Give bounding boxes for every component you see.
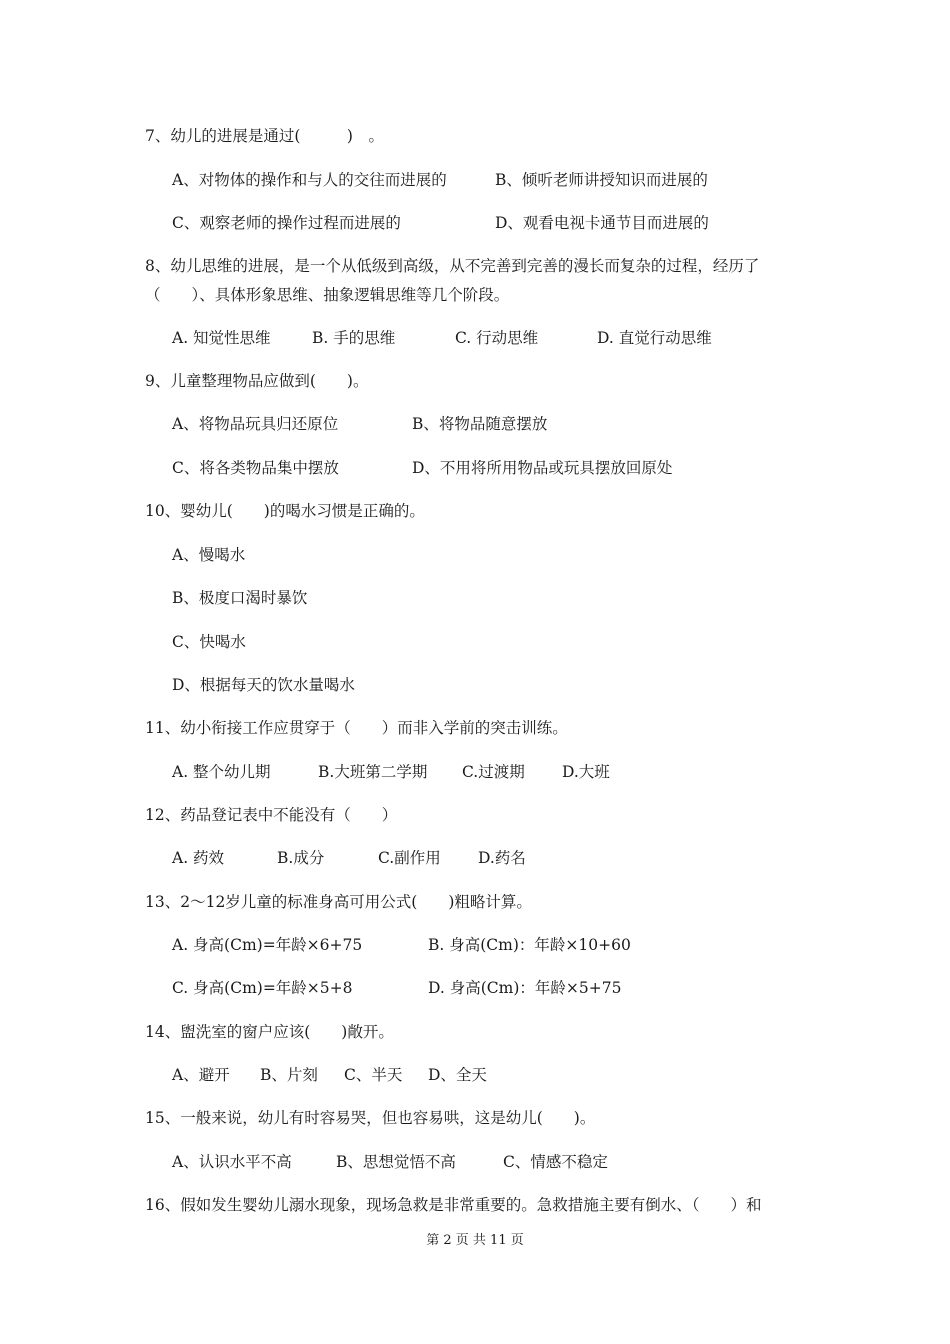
question-stem: 9、儿童整理物品应做到( )。 [145,372,369,390]
question-stem: 8、幼儿思维的进展，是一个从低级到高级，从不完善到完善的漫长而复杂的过程，经历了 [145,257,760,275]
option: C. 行动思维 [455,329,539,347]
option: C. 身高(Cm)=年龄×5+8 [172,979,353,997]
question-stem: 14、盥洗室的窗户应该( )敞开。 [145,1023,394,1041]
option: B.大班第二学期 [318,763,428,781]
option: A. 知觉性思维 [172,329,271,347]
option: C、观察老师的操作过程而进展的 [172,214,401,232]
page-footer: 第 2 页 共 11 页 [426,1233,524,1248]
option: D.大班 [562,763,610,781]
option: D、全天 [428,1066,487,1084]
option: A、避开 [172,1066,230,1084]
option: C、将各类物品集中摆放 [172,459,339,477]
option: A、认识水平不高 [172,1153,292,1171]
option: C、半天 [344,1066,403,1084]
question-stem: 11、幼小衔接工作应贯穿于（ ）而非入学前的突击训练。 [145,719,568,737]
option: D、不用将所用物品或玩具摆放回原处 [412,459,673,477]
option: B. 身高(Cm)：年龄×10+60 [428,936,631,954]
option: A、慢喝水 [172,546,246,564]
question-stem: 13、2～12岁儿童的标准身高可用公式( )粗略计算。 [145,893,532,911]
option: C.副作用 [378,849,441,867]
option: A、将物品玩具归还原位 [172,415,339,433]
option: D、根据每天的饮水量喝水 [172,676,355,694]
option: D. 直觉行动思维 [597,329,712,347]
option: B、将物品随意摆放 [412,415,548,433]
question-stem-continuation: （ ）、具体形象思维、抽象逻辑思维等几个阶段。 [145,286,510,304]
option: C、快喝水 [172,633,246,651]
option: C.过渡期 [462,763,525,781]
option: A. 药效 [172,849,225,867]
question-stem: 15、一般来说，幼儿有时容易哭，但也容易哄，这是幼儿( )。 [145,1109,596,1127]
option: A. 身高(Cm)=年龄×6+75 [172,936,363,954]
option: B、极度口渴时暴饮 [172,589,308,607]
option: A、对物体的操作和与人的交往而进展的 [172,171,447,189]
option: D.药名 [478,849,526,867]
option: B、思想觉悟不高 [336,1153,456,1171]
question-stem: 10、婴幼儿( )的喝水习惯是正确的。 [145,502,425,520]
option: D、观看电视卡通节目而进展的 [495,214,709,232]
option: B. 手的思维 [312,329,396,347]
option: B.成分 [277,849,325,867]
option: B、片刻 [260,1066,318,1084]
option: D. 身高(Cm)：年龄×5+75 [428,979,622,997]
option: B、倾听老师讲授知识而进展的 [495,171,708,189]
option: A. 整个幼儿期 [172,763,271,781]
question-stem: 12、药品登记表中不能没有（ ） [145,806,398,824]
question-stem: 7、幼儿的进展是通过( ) 。 [145,127,384,145]
question-stem: 16、假如发生婴幼儿溺水现象，现场急救是非常重要的。急救措施主要有倒水、（ ）和 [145,1196,762,1214]
option: C、情感不稳定 [503,1153,608,1171]
